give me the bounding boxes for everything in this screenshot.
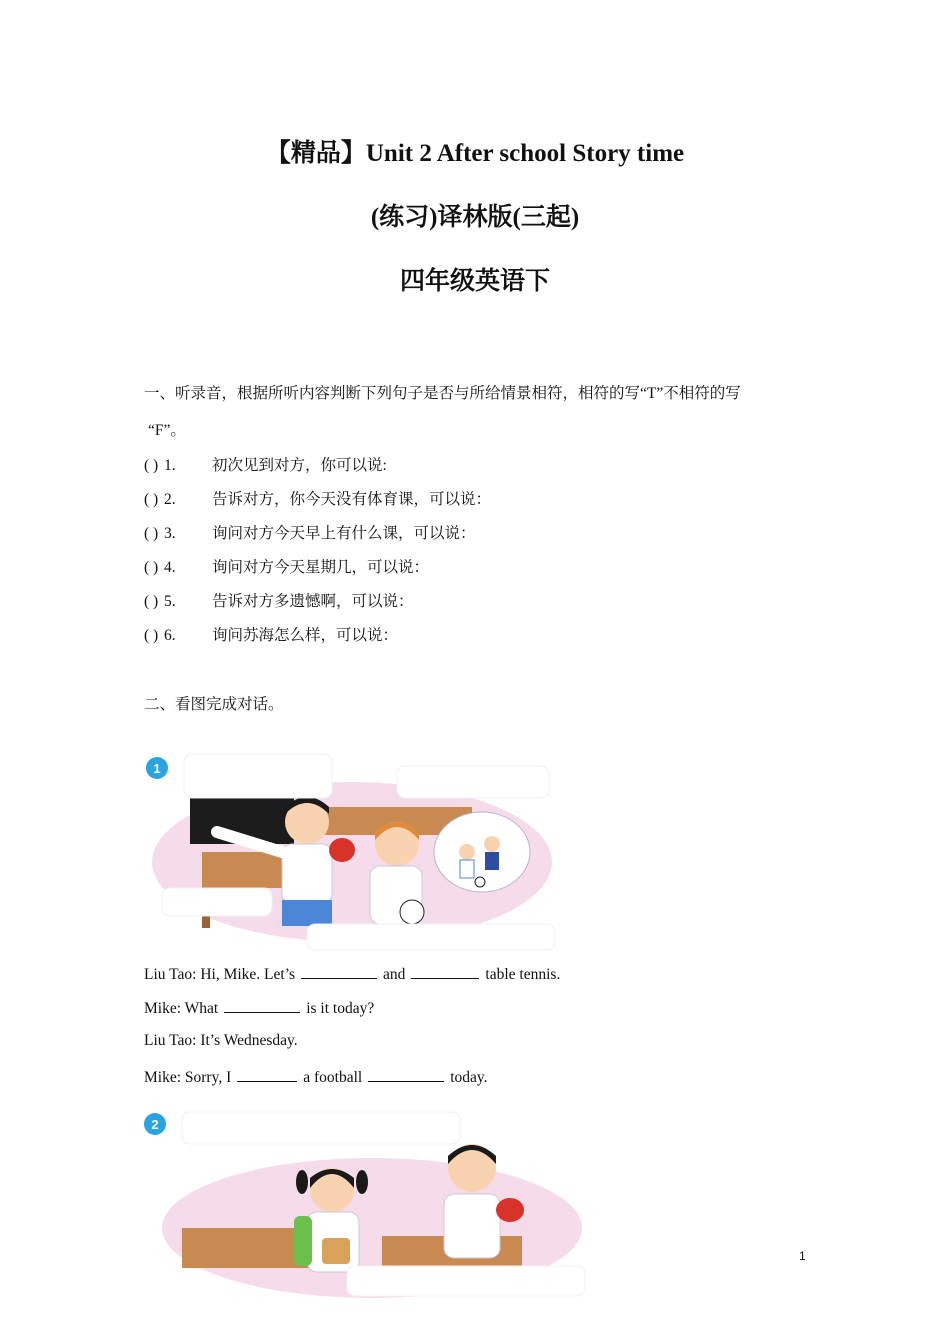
paddle-icon (329, 838, 355, 862)
speech-bubble (184, 754, 332, 798)
question-number: 3. (164, 525, 176, 542)
dialog-line-3: Liu Tao: It’s Wednesday. (144, 1032, 298, 1049)
boy-shirt (282, 844, 332, 904)
question-number: 1. (164, 457, 176, 474)
answer-paren[interactable]: ( ) (144, 491, 159, 508)
answer-paren[interactable]: ( ) (144, 457, 159, 474)
question-text: 初次见到对方，你可以说: (212, 457, 387, 474)
answer-blank[interactable] (224, 998, 300, 1013)
illustration-1 (142, 752, 562, 952)
speech-bubble (162, 888, 272, 916)
question-text: 询问对方今天星期几，可以说： (212, 559, 430, 576)
answer-blank[interactable] (368, 1067, 444, 1082)
speech-bubble (182, 1112, 460, 1144)
question-item (144, 521, 476, 543)
page-number: 1 (799, 1249, 806, 1263)
answer-blank[interactable] (411, 964, 479, 979)
answer-paren[interactable]: ( ) (144, 525, 159, 542)
boy-shorts (282, 900, 332, 926)
speech-bubble (397, 766, 549, 798)
paddle-icon (496, 1198, 524, 1222)
doc-title-line2: (练习)译林版(三起) (370, 204, 580, 231)
question-number: 6. (164, 627, 176, 644)
answer-blank[interactable] (301, 964, 377, 979)
boy-shirt (444, 1194, 500, 1258)
question-item (144, 623, 398, 645)
section2-instruction: 二、看图完成对话。 (144, 696, 284, 713)
answer-paren[interactable]: ( ) (144, 627, 159, 644)
speech-bubble (347, 1266, 585, 1296)
question-item (144, 487, 491, 509)
question-item (144, 555, 429, 577)
section1-instruction: 一、听录音，根据所听内容判断下列句子是否与所给情景相符，相符的写“T”不相符的写 (144, 385, 741, 402)
dialog-line-2: Mike: What is it today? (144, 1000, 375, 1017)
question-number: 2. (164, 491, 176, 508)
answer-paren[interactable]: ( ) (144, 559, 159, 576)
backpack (294, 1216, 312, 1266)
question-text: 询问对方今天早上有什么课，可以说： (212, 525, 476, 542)
dialog-line-1: Liu Tao: Hi, Mike. Let’s and table tennis. (144, 966, 561, 983)
answer-paren[interactable]: ( ) (144, 593, 159, 610)
desk (182, 1228, 312, 1268)
bag (322, 1238, 350, 1264)
speech-bubble (307, 924, 555, 950)
football-icon (400, 900, 424, 924)
question-number: 4. (164, 559, 176, 576)
badge-number: 2 (151, 1117, 159, 1132)
question-item (144, 453, 387, 475)
badge-number: 1 (153, 761, 161, 776)
question-number: 5. (164, 593, 176, 610)
question-text: 告诉对方多遗憾啊，可以说： (212, 593, 414, 610)
illustration-2 (142, 1108, 592, 1298)
answer-blank[interactable] (237, 1067, 297, 1082)
doc-title-line1: 【精品】Unit 2 After school Story time (265, 140, 685, 167)
question-item (144, 589, 414, 611)
dialog-line-4: Mike: Sorry, I a football today. (144, 1069, 488, 1086)
question-text: 告诉对方，你今天没有体育课，可以说： (212, 491, 492, 508)
doc-title-line3: 四年级英语下 (399, 268, 550, 295)
section1-instruction-cont: “F”。 (148, 422, 186, 439)
question-text: 询问苏海怎么样，可以说： (212, 627, 399, 644)
